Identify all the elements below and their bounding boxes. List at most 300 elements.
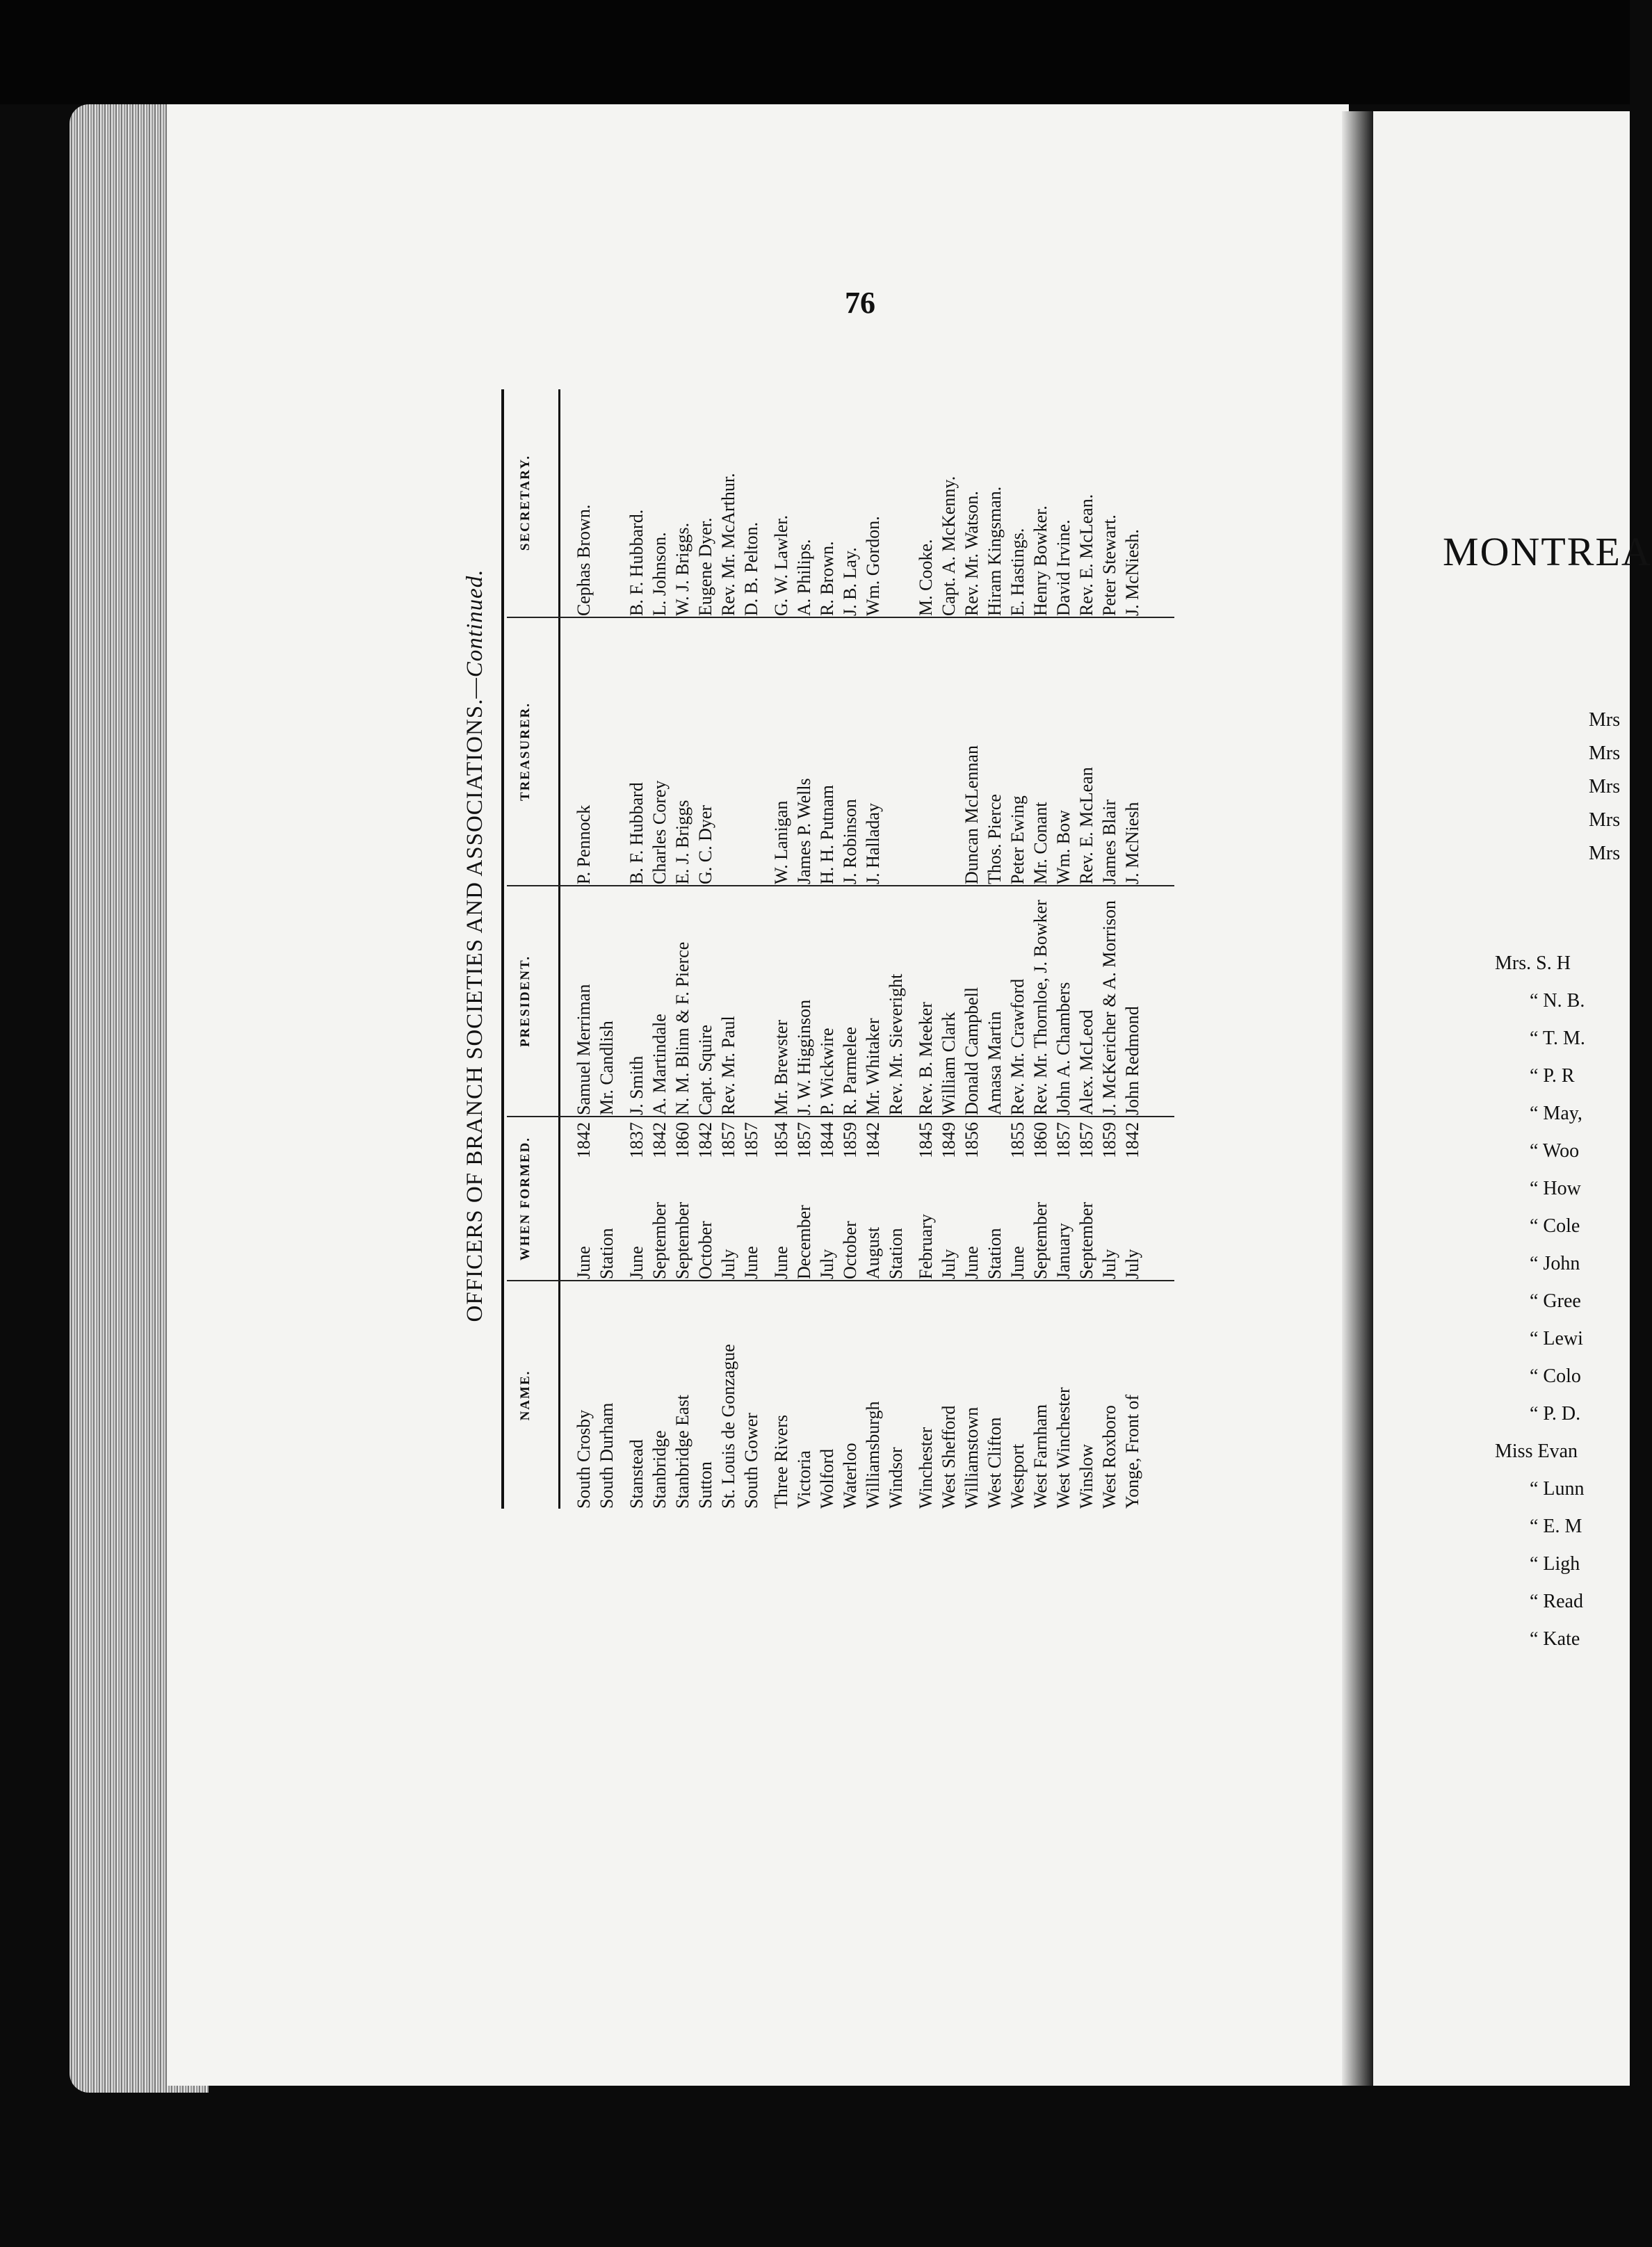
cell-when-formed [717, 1118, 740, 1279]
cell-year: 1857 [794, 1122, 814, 1158]
book-gutter [1342, 111, 1373, 2086]
cell-secretary [671, 389, 694, 616]
cell-when-formed [1052, 1118, 1075, 1279]
cell-when-formed-text: January [1053, 1223, 1074, 1279]
cell-president [717, 887, 740, 1115]
right-page-list-entry: “ Ligh [1530, 1553, 1580, 1575]
cell-when-formed-text: September [1030, 1201, 1051, 1279]
cell-name [1006, 1282, 1029, 1509]
cell-secretary-text: Wm. Gordon. [863, 516, 883, 616]
table-row [572, 389, 595, 1509]
cell-secretary [1075, 389, 1098, 616]
cell-secretary-text: J. B. Lay. [840, 547, 860, 616]
cell-year: 1837 [626, 1122, 647, 1158]
cell-president-text: J. Smith [626, 1055, 647, 1115]
cell-name-text: Stanbridge [649, 1430, 670, 1509]
cell-when-formed [770, 1118, 793, 1279]
right-page [1373, 111, 1630, 2086]
right-page-list-entry: Miss Evan [1495, 1441, 1578, 1462]
cell-when-formed [572, 1118, 595, 1279]
cell-secretary [839, 389, 861, 616]
cell-secretary-text: Rev. Mr. McArthur. [718, 473, 738, 616]
cell-treasurer [861, 619, 884, 884]
cell-name-text: Stanbridge East [672, 1395, 693, 1509]
cell-when-formed [1075, 1118, 1098, 1279]
cell-when-formed-text: Station [985, 1228, 1005, 1279]
col-header-when-formed: WHEN FORMED. [518, 1136, 533, 1261]
cell-treasurer-text: James Blair [1099, 799, 1119, 884]
cell-when-formed-text: July [1099, 1249, 1119, 1279]
cell-year: 1860 [1030, 1122, 1051, 1158]
cell-when-formed [884, 1118, 907, 1279]
cell-when-formed [816, 1118, 839, 1279]
cell-secretary [960, 389, 983, 616]
cell-name-text: Stanstead [626, 1439, 647, 1509]
cell-president-text: John A. Chambers [1053, 982, 1074, 1115]
cell-president [595, 887, 618, 1115]
cell-president [770, 887, 793, 1115]
cell-president-text: Rev. B. Meeker [916, 1002, 936, 1115]
cell-name-text: St. Louis de Gonzague [718, 1344, 738, 1509]
cell-when-formed-text: October [695, 1221, 715, 1279]
cell-secretary [648, 389, 671, 616]
cell-when-formed-text: February [916, 1214, 936, 1279]
cell-when-formed-text: June [1007, 1246, 1028, 1279]
cell-treasurer-text: W. Lanigan [771, 800, 791, 884]
cell-when-formed-text: October [840, 1221, 860, 1279]
cell-name [816, 1282, 839, 1509]
cell-treasurer [1006, 619, 1029, 884]
cell-name [717, 1282, 740, 1509]
cell-when-formed-text: September [672, 1201, 693, 1279]
cell-president [1006, 887, 1029, 1115]
cell-when-formed [793, 1118, 816, 1279]
cell-secretary [1098, 389, 1121, 616]
cell-secretary-text: Henry Bowker. [1030, 505, 1051, 616]
cell-name [770, 1282, 793, 1509]
cell-when-formed-text: June [741, 1246, 761, 1279]
right-page-list-entry: “ N. B. [1530, 990, 1585, 1012]
cell-president [1075, 887, 1098, 1115]
cell-name-text: Winslow [1076, 1444, 1096, 1509]
cell-name [914, 1282, 937, 1509]
cell-when-formed [960, 1118, 983, 1279]
cell-treasurer-text: H. H. Putnam [817, 785, 837, 884]
cell-secretary [1052, 389, 1075, 616]
cell-name-text: South Durham [597, 1402, 617, 1509]
cell-year: 1857 [741, 1122, 761, 1158]
cell-when-formed [1006, 1118, 1029, 1279]
cell-treasurer [1098, 619, 1121, 884]
cell-year: 1842 [649, 1122, 670, 1158]
cell-name-text: Westport [1007, 1443, 1028, 1509]
cell-secretary-text: L. Johnson. [649, 532, 670, 616]
cell-president-text: Mr. Whitaker [863, 1018, 883, 1115]
cell-president-text: R. Parmelee [840, 1026, 860, 1115]
cell-secretary [914, 389, 937, 616]
cell-year: 1860 [672, 1122, 693, 1158]
table-row [914, 389, 937, 1509]
cell-when-formed [1029, 1118, 1052, 1279]
cell-name [839, 1282, 861, 1509]
cell-secretary-text: W. J. Briggs. [672, 522, 693, 616]
cell-treasurer-text: P. Pennock [574, 804, 594, 884]
cell-president [960, 887, 983, 1115]
right-page-list-entry: “ May, [1530, 1103, 1582, 1124]
right-page-list-entry: “ Lunn [1530, 1478, 1585, 1500]
cell-president [572, 887, 595, 1115]
table-row [839, 389, 861, 1509]
cell-president-text: William Clark [939, 1012, 959, 1115]
cell-secretary [816, 389, 839, 616]
cell-name [1029, 1282, 1052, 1509]
cell-name [625, 1282, 648, 1509]
cell-name [793, 1282, 816, 1509]
cell-when-formed [671, 1118, 694, 1279]
col-header-name: NAME. [518, 1370, 533, 1421]
cell-year: 1844 [817, 1122, 837, 1158]
cell-secretary-text: Rev. Mr. Watson. [962, 491, 982, 616]
table-row [861, 389, 884, 1509]
cell-name-text: Winchester [916, 1427, 936, 1509]
cell-secretary-text: Cephas Brown. [574, 504, 594, 616]
table-title [462, 382, 488, 1509]
cell-treasurer [694, 619, 717, 884]
table-row [717, 389, 740, 1509]
cell-president-text: P. Wickwire [817, 1028, 837, 1115]
cell-year: 1859 [1099, 1122, 1119, 1158]
cell-when-formed [648, 1118, 671, 1279]
scanner-background [0, 0, 1630, 104]
cell-president [914, 887, 937, 1115]
right-page-title: MONTREA [1443, 529, 1652, 574]
cell-treasurer-text: Mr. Conant [1030, 802, 1051, 884]
cell-year: 1849 [939, 1122, 959, 1158]
table-row [816, 389, 839, 1509]
cell-year: 1857 [1053, 1122, 1074, 1158]
cell-treasurer [1029, 619, 1052, 884]
cell-treasurer [1075, 619, 1098, 884]
cell-when-formed-text: September [1076, 1201, 1096, 1279]
cell-when-formed [1098, 1118, 1121, 1279]
cell-name [694, 1282, 717, 1509]
cell-president [1052, 887, 1075, 1115]
cell-name-text: Waterloo [840, 1443, 860, 1509]
cell-president [1029, 887, 1052, 1115]
cell-treasurer [793, 619, 816, 884]
cell-treasurer-text: James P. Wells [794, 778, 814, 884]
cell-president-text: J. McKericher & A. Morrison [1099, 900, 1119, 1115]
cell-treasurer [1052, 619, 1075, 884]
cell-year: 1842 [1122, 1122, 1142, 1158]
table-row [625, 389, 648, 1509]
cell-treasurer [983, 619, 1006, 884]
cell-secretary [694, 389, 717, 616]
col-header-treasurer: TREASURER. [518, 702, 533, 801]
cell-president [884, 887, 907, 1115]
right-page-mrs-entry: Mrs [1589, 809, 1621, 831]
right-page-list-entry: Mrs. S. H [1495, 952, 1571, 974]
cell-when-formed-text: September [649, 1201, 670, 1279]
cell-when-formed [937, 1118, 960, 1279]
cell-secretary [572, 389, 595, 616]
cell-secretary-text: E. Hastings. [1007, 528, 1028, 616]
cell-name-text: South Gower [741, 1413, 761, 1509]
cell-president [1098, 887, 1121, 1115]
table-row [960, 389, 983, 1509]
cell-president-text: John Redmond [1122, 1006, 1142, 1115]
cell-president-text: Amasa Martin [985, 1011, 1005, 1115]
table-row [1006, 389, 1029, 1509]
right-page-list-entry: “ Kate [1530, 1628, 1580, 1650]
cell-treasurer-text: Peter Ewing [1007, 795, 1028, 884]
cell-name-text: West Farnham [1030, 1404, 1051, 1509]
cell-treasurer [770, 619, 793, 884]
cell-president-text: J. W. Higginson [794, 999, 814, 1115]
cell-president [861, 887, 884, 1115]
branch-officers-table [462, 375, 1297, 1557]
cell-treasurer [1121, 619, 1144, 884]
cell-year: 1845 [916, 1122, 936, 1158]
cell-treasurer [960, 619, 983, 884]
table-row [793, 389, 816, 1509]
table-row [740, 389, 763, 1509]
cell-when-formed-text: July [817, 1249, 837, 1279]
cell-treasurer-text: J. McNiesh [1122, 802, 1142, 884]
cell-when-formed [983, 1118, 1006, 1279]
cell-president [671, 887, 694, 1115]
cell-president [793, 887, 816, 1115]
cell-name [671, 1282, 694, 1509]
cell-name [983, 1282, 1006, 1509]
cell-name [740, 1282, 763, 1509]
cell-president [983, 887, 1006, 1115]
cell-name-text: Sutton [695, 1461, 715, 1509]
cell-name-text: West Clifton [985, 1417, 1005, 1509]
cell-secretary-text: R. Brown. [817, 541, 837, 616]
cell-year: 1859 [840, 1122, 860, 1158]
right-page-list-entry: “ P. D. [1530, 1403, 1581, 1425]
cell-name [1098, 1282, 1121, 1509]
cell-treasurer-text: Rev. E. McLean [1076, 767, 1096, 884]
cell-treasurer-text: Wm. Bow [1053, 810, 1074, 884]
cell-when-formed [839, 1118, 861, 1279]
cell-treasurer [816, 619, 839, 884]
cell-president [839, 887, 861, 1115]
cell-treasurer-text: Thos. Pierce [985, 794, 1005, 884]
cell-president-text: Rev. Mr. Sieveright [886, 973, 906, 1115]
cell-when-formed [1121, 1118, 1144, 1279]
cell-secretary [983, 389, 1006, 616]
right-page-list-entry: “ Lewi [1530, 1328, 1583, 1349]
cell-treasurer-text: G. C. Dyer [695, 804, 715, 884]
right-page-list-entry: “ Colo [1530, 1365, 1581, 1387]
cell-name-text: Victoria [794, 1450, 814, 1509]
cell-when-formed-text: June [771, 1246, 791, 1279]
cell-president [1121, 887, 1144, 1115]
cell-treasurer [648, 619, 671, 884]
cell-name-text: West Winchester [1053, 1387, 1074, 1509]
cell-name-text: Williamstown [962, 1406, 982, 1509]
right-page-list-entry: “ Woo [1530, 1140, 1580, 1162]
cell-president-text: A. Martindale [649, 1014, 670, 1115]
cell-when-formed-text: Station [597, 1228, 617, 1279]
cell-when-formed-text: July [939, 1249, 959, 1279]
cell-treasurer-text: J. Halladay [863, 803, 883, 884]
cell-secretary [861, 389, 884, 616]
cell-secretary-text: Peter Stewart. [1099, 514, 1119, 616]
cell-when-formed [861, 1118, 884, 1279]
cell-treasurer-text: Charles Corey [649, 780, 670, 884]
cell-president-text: Capt. Squire [695, 1025, 715, 1115]
cell-president [816, 887, 839, 1115]
table-row [648, 389, 671, 1509]
table-row [694, 389, 717, 1509]
cell-treasurer [671, 619, 694, 884]
cell-treasurer-text: B. F. Hubbard [626, 782, 647, 884]
cell-secretary [1029, 389, 1052, 616]
table-row [770, 389, 793, 1509]
cell-secretary [1121, 389, 1144, 616]
cell-name [1052, 1282, 1075, 1509]
cell-when-formed-text: August [863, 1226, 883, 1279]
right-page-mrs-entry: Mrs [1589, 743, 1621, 764]
cell-secretary-text: Rev. E. McLean. [1076, 494, 1096, 616]
right-page-list-entry: “ Cole [1530, 1215, 1580, 1237]
right-page-list-entry: “ John [1530, 1253, 1580, 1274]
cell-year: 1856 [962, 1122, 982, 1158]
table-row [595, 389, 618, 1509]
table-row [1029, 389, 1052, 1509]
cell-secretary [740, 389, 763, 616]
cell-president-text: N. M. Blinn & F. Pierce [672, 941, 693, 1115]
cell-president-text: Donald Campbell [962, 987, 982, 1115]
cell-name [572, 1282, 595, 1509]
cell-secretary-text: Eugene Dyer. [695, 517, 715, 616]
right-page-mrs-entry: Mrs [1589, 776, 1621, 797]
cell-name-text: Windsor [886, 1447, 906, 1509]
cell-secretary [717, 389, 740, 616]
right-page-list-entry: “ E. M [1530, 1516, 1582, 1537]
cell-president-text: Rev. Mr. Thornloe, J. Bowker [1030, 900, 1051, 1115]
cell-secretary-text: J. McNiesh. [1122, 529, 1142, 616]
right-page-list-entry: “ Read [1530, 1591, 1583, 1612]
right-page-mrs-entry: Mrs [1589, 843, 1621, 864]
cell-name-text: Williamsburgh [863, 1401, 883, 1509]
cell-secretary-text: D. B. Pelton. [741, 521, 761, 616]
cell-secretary-text: Capt. A. McKenny. [939, 476, 959, 616]
header-top-rule [501, 389, 504, 1509]
cell-treasurer-text: E. J. Briggs [672, 800, 693, 884]
table-row [937, 389, 960, 1509]
cell-secretary [937, 389, 960, 616]
table-row [1121, 389, 1144, 1509]
cell-secretary [625, 389, 648, 616]
cell-name [595, 1282, 618, 1509]
cell-when-formed-text: July [718, 1249, 738, 1279]
cell-when-formed-text: December [794, 1205, 814, 1279]
cell-secretary [770, 389, 793, 616]
right-page-list-entry: “ T. M. [1530, 1028, 1585, 1049]
cell-president-text: Mr. Candlish [597, 1021, 617, 1115]
table-title-text: OFFICERS OF BRANCH SOCIETIES AND ASSOCIATIONS. [462, 698, 487, 1322]
cell-president-text: Rev. Mr. Crawford [1007, 978, 1028, 1115]
cell-president-text: Alex. McLeod [1076, 1009, 1096, 1115]
cell-treasurer [625, 619, 648, 884]
cell-secretary-text: G. W. Lawler. [771, 514, 791, 616]
cell-when-formed [914, 1118, 937, 1279]
table-body [572, 389, 1144, 1509]
cell-when-formed-text: June [962, 1246, 982, 1279]
cell-year: 1857 [718, 1122, 738, 1158]
cell-year: 1855 [1007, 1122, 1028, 1158]
cell-name [1075, 1282, 1098, 1509]
cell-secretary-text: A. Philips. [794, 539, 814, 616]
cell-when-formed-text: Station [886, 1228, 906, 1279]
right-page-list-entry: “ How [1530, 1178, 1581, 1199]
table-row [1098, 389, 1121, 1509]
cell-secretary [793, 389, 816, 616]
cell-when-formed-text: June [626, 1246, 647, 1279]
cell-year: 1842 [695, 1122, 715, 1158]
cell-name [1121, 1282, 1144, 1509]
cell-president [625, 887, 648, 1115]
cell-president [694, 887, 717, 1115]
cell-when-formed-text: July [1122, 1249, 1142, 1279]
table-row [983, 389, 1006, 1509]
cell-treasurer [572, 619, 595, 884]
cell-president-text: Rev. Mr. Paul [718, 1016, 738, 1115]
cell-year: 1857 [1076, 1122, 1096, 1158]
cell-name [960, 1282, 983, 1509]
cell-when-formed [694, 1118, 717, 1279]
cell-secretary-text: B. F. Hubbard. [626, 509, 647, 616]
table-title-continued: —Continued. [462, 569, 487, 699]
cell-secretary-text: M. Cooke. [916, 539, 936, 616]
right-page-list-entry: “ Gree [1530, 1290, 1581, 1312]
cell-name-text: Three Rivers [771, 1414, 791, 1509]
cell-treasurer [839, 619, 861, 884]
table-row [1052, 389, 1075, 1509]
cell-year: 1842 [863, 1122, 883, 1158]
cell-when-formed-text: June [574, 1246, 594, 1279]
cell-name-text: West Roxboro [1099, 1405, 1119, 1509]
cell-treasurer-text: Duncan McLennan [962, 745, 982, 884]
cell-secretary-text: David Irvine. [1053, 519, 1074, 616]
col-header-president: PRESIDENT. [518, 955, 533, 1048]
right-page-mrs-entry: Mrs [1589, 709, 1621, 731]
cell-when-formed [740, 1118, 763, 1279]
page-number: 76 [845, 286, 875, 320]
cell-president [937, 887, 960, 1115]
cell-name-text: Wolford [817, 1449, 837, 1509]
cell-president-text: Samuel Merriman [574, 984, 594, 1115]
cell-name [884, 1282, 907, 1509]
table-row [884, 389, 907, 1509]
col-header-secretary: SECRETARY. [518, 454, 533, 551]
cell-secretary-text: Hiram Kingsman. [985, 486, 1005, 616]
cell-name-text: South Crosby [574, 1409, 594, 1509]
cell-name [648, 1282, 671, 1509]
cell-secretary [1006, 389, 1029, 616]
cell-name [937, 1282, 960, 1509]
cell-president-text: Mr. Brewster [771, 1019, 791, 1115]
cell-name-text: Yonge, Front of [1122, 1394, 1142, 1509]
cell-president [648, 887, 671, 1115]
cell-when-formed [595, 1118, 618, 1279]
cell-year: 1842 [574, 1122, 594, 1158]
cell-treasurer-text: J. Robinson [840, 799, 860, 884]
